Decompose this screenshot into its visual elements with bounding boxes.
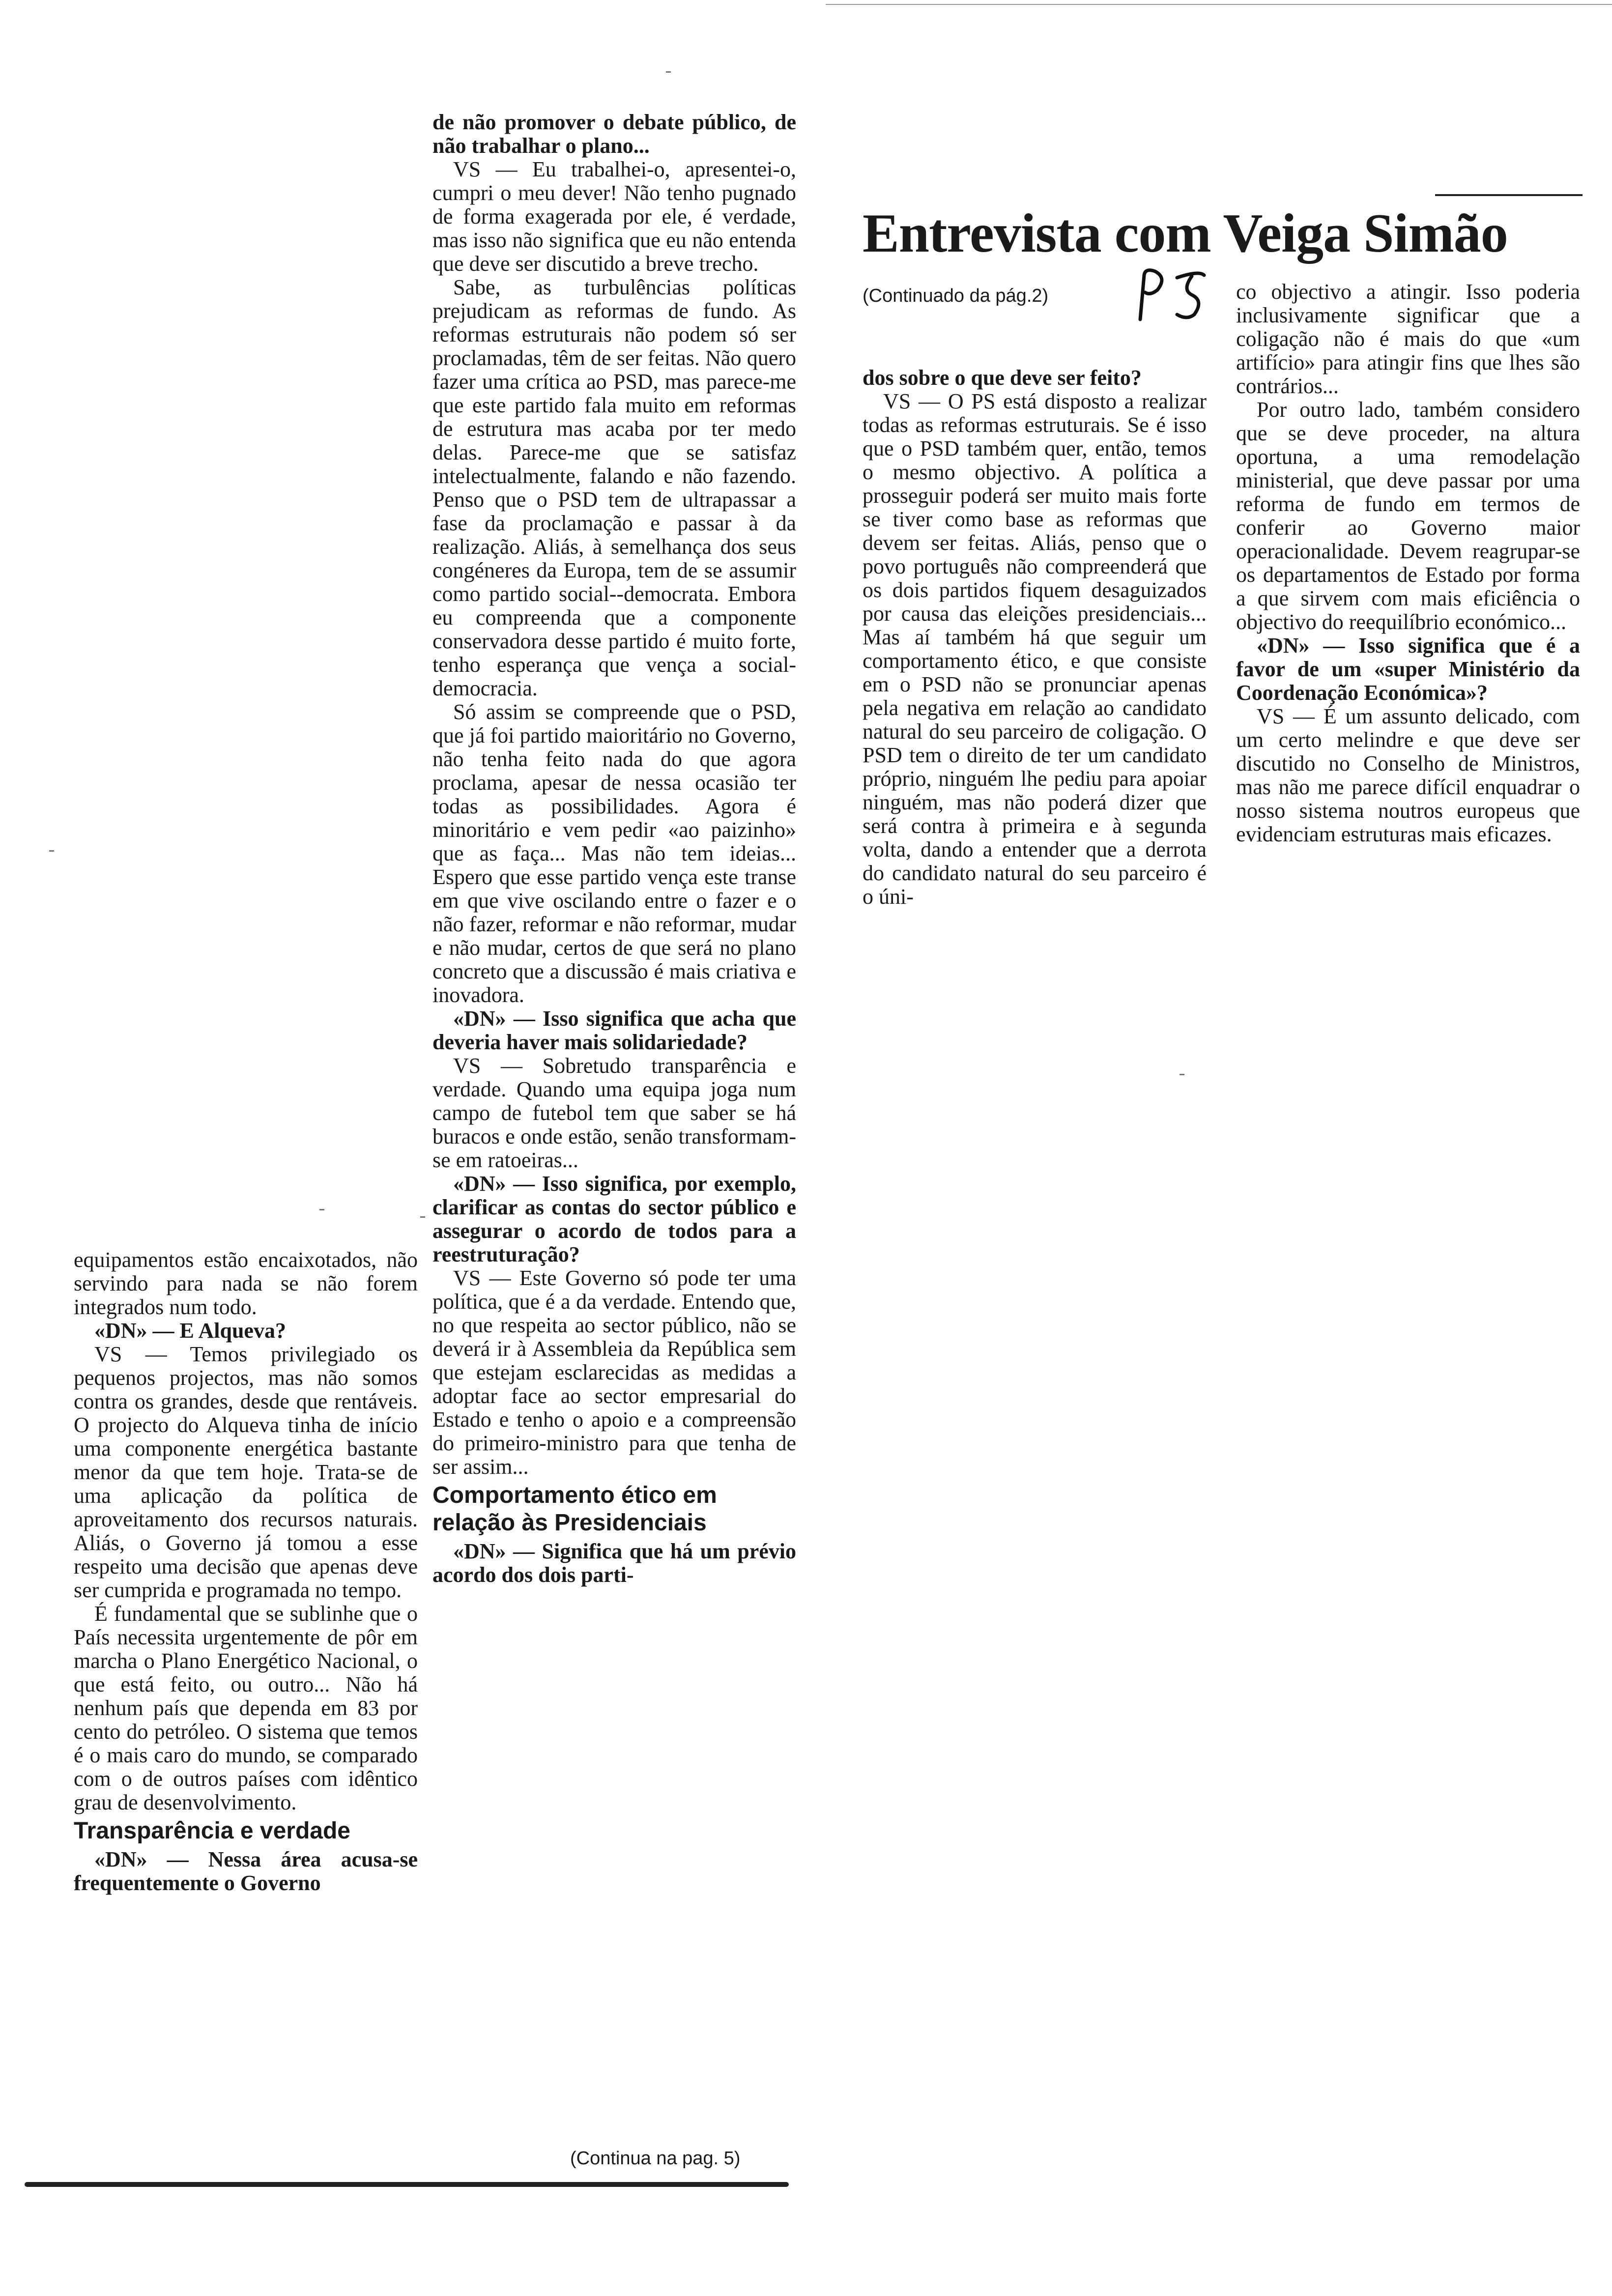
print-speck [1180,1074,1184,1075]
handwritten-initials [1130,265,1214,324]
paragraph: VS — Sobretudo transparência e verdade. Quando uma equipa joga num campo de futebol tem que saber se há buracos e onde estão, senão transformam-se em ratoeiras... [432,1054,796,1172]
paragraph: VS — Temos privilegiado os pequenos projectos, mas não somos contra os grandes, desde que rentáveis. O projecto do Alqueva tinha de início uma componente energética bastante menor da que tem hoje. Trata-se de uma aplicação da política de aproveitamento dos recursos naturais. Aliás, o Governo já tomou a esse respeito uma decisão que apenas deve ser cumprida e programada no tempo. [74,1342,418,1602]
paragraph: É fundamental que se sublinhe que o País necessita urgentemente de pôr em marcha o Plano Energético Nacional, o que está feito, ou outro... Não há nenhum país que dependa em 83 por cento do petróleo. O sistema que temos é o mais caro do mundo, se comparado com o de outros países com idêntico grau de desenvolvimento. [74,1602,418,1814]
bottom-rule [25,2182,789,2187]
column-3 [863,366,1207,909]
continued-from-note: (Continuado da pág.2) [863,286,1049,306]
interview-question: de não promover o debate público, de não trabalhar o plano... [432,110,796,158]
column-4 [1236,280,1580,846]
print-speck [666,71,671,73]
print-speck [319,1209,324,1210]
paragraph: VS — Eu trabalhei-o, apresentei-o, cumpri o meu dever! Não tenho pugnado de forma exagerada por ele, é verdade, mas isso não significa que eu não entenda que deve ser discutido a breve trecho. [432,157,796,276]
interview-question: «DN» — Isso significa que é a favor de um «super Ministério da Coordenação Económica»? [1236,633,1580,705]
interview-question: «DN» — E Alqueva? [94,1319,286,1343]
interview-question: «DN» — Nessa área acusa-se frequentemente o Governo [74,1847,418,1895]
paragraph: Por outro lado, também considero que se deve proceder, na altura oportuna, a uma remodelação ministerial, que deve passar por uma reforma de fundo em termos de conferir ao Governo maior operacionalidade. Devem reagrupar-se os departamentos de Estado por forma a que sirvem com mais eficiência o objectivo do reequilíbrio económico... [1236,398,1580,634]
interview-question: dos sobre o que deve ser feito? [863,366,1142,390]
title-rule [1435,194,1583,196]
interview-question: «DN» — Isso significa que acha que deveria haver mais solidariedade? [432,1006,796,1054]
paragraph: equipamentos estão encaixotados, não servindo para nada se não forem integrados num todo. [74,1248,418,1319]
column-1 [74,1248,418,1895]
print-speck [49,850,54,852]
paragraph: VS — É um assunto delicado, com um certo melindre e que deve ser discutido no Conselho de Ministros, mas não me parece difícil enquadrar o nosso sistema noutros europeus que evidenciam estruturas mais eficazes. [1236,704,1580,846]
print-speck [420,1216,425,1218]
top-rule [826,4,1612,5]
paragraph: VS — Este Governo só pode ter uma política, que é a da verdade. Entendo que, no que respeita ao sector público, não se deverá ir à Assembleia da República sem que estejam esclarecidas as medidas a adoptar face ao sector empresarial do Estado e tenho o apoio e a compreensão do primeiro-ministro para que tenha de ser assim... [432,1266,796,1479]
paragraph: Sabe, as turbulências políticas prejudicam as reformas de fundo. As reformas estruturais não podem só ser proclamadas, têm de ser feitas. Não quero fazer uma crítica ao PSD, mas parece-me que este partido fala muito em reformas de estrutura mas acaba por ter medo delas. Parece-me que se satisfaz intelectualmente, falando e não fazendo. Penso que o PSD tem de ultrapassar a fase da proclamação e passar à da realização. Aliás, à semelhança dos seus congéneres da Europa, tem de se assumir como partido social--democrata. Embora eu compreenda que a componente conservadora desse partido é muito forte, tenho esperança que vença a social-democracia. [432,275,796,700]
section-heading: Transparência e verdade [74,1818,350,1844]
interview-question: «DN» — Significa que há um prévio acordo dos dois parti- [432,1539,796,1587]
paragraph: co objectivo a atingir. Isso poderia inclusivamente significar que a coligação não é mais do que «um artifício» para atingir fins que lhes são contrários... [1236,280,1580,398]
section-heading: Comportamento ético em relação às Presidenciais [432,1482,717,1536]
article-title: Entrevista com Veiga Simão [863,203,1508,264]
paragraph: Só assim se compreende que o PSD, que já foi partido maioritário no Governo, não tenha feito nada do que agora proclama, apesar de nessa ocasião ter todas as possibilidades. Agora é minoritário e vem pedir «ao paizinho» que as faça... Mas não tem ideias... Espero que esse partido vença este transe em que vive oscilando entre o fazer e o não fazer, reformar e não reformar, mudar e não mudar, certos de que será no plano concreto que a discussão é mais criativa e inovadora. [432,700,796,1007]
column-2 [432,111,796,1587]
paragraph: VS — O PS está disposto a realizar todas as reformas estruturais. Se é isso que o PSD também quer, então, temos o mesmo objectivo. A política a prosseguir poderá ser muito mais forte se tiver como base as reformas que devem ser feitas. Aliás, penso que o povo português não compreenderá que os dois partidos fiquem desaguizados por causa das eleições presidenciais... Mas aí também há que seguir um comportamento ético, e que consiste em o PSD não se pronunciar apenas pela negativa em relação ao candidato natural do seu parceiro de coligação. O PSD tem o direito de ter um candidato próprio, ninguém lhe pediu para apoiar ninguém, mas não poderá dizer que será contra à primeira e à segunda volta, dando a entender que a derrota do candidato natural do seu parceiro é o úni- [863,389,1207,909]
interview-question: «DN» — Isso significa, por exemplo, clarificar as contas do sector público e assegurar o acordo de todos para a reestruturação? [432,1172,796,1266]
continued-to-note: (Continua na pag. 5) [570,2148,741,2169]
